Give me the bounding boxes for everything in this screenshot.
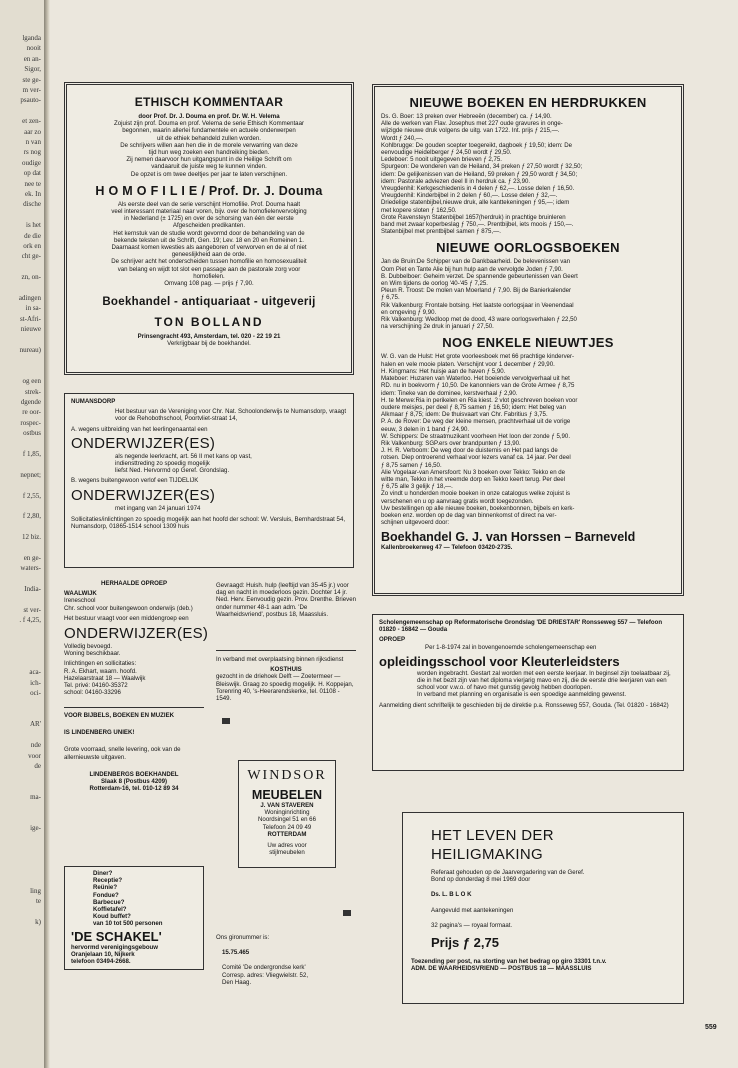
book-line: ƒ 8,75 samen ƒ 16,50. <box>381 461 442 469</box>
ad-title: NIEUWE BOEKEN EN HERDRUKKEN <box>409 95 647 110</box>
shop-line: Boekhandel - antiquariaat - uitgeverij <box>102 296 316 309</box>
line: in Nederland (± 1725) en over de schorsing van één der eerste <box>124 215 294 223</box>
option-a: A. wegens uitbreiding van het leerlingenaantal een <box>71 425 208 433</box>
gutter-text-fragment: f 2,55, <box>22 491 41 500</box>
line: school: 04160-33296 <box>64 689 121 697</box>
gutter-text-fragment: Sigor, <box>24 65 41 74</box>
line: Koffietafel? <box>93 906 127 914</box>
gutter-text-fragment: m ver- <box>22 86 41 94</box>
gutter-text-fragment: waters- <box>20 564 41 573</box>
detail-line: liefst Ned. Hervormd op Geref. Grondslag. <box>115 467 230 475</box>
gutter-text-fragment: psauto- <box>20 96 41 105</box>
line: uit de ethiek behandeld zullen worden. <box>156 134 261 142</box>
ad-title: ETHISCH KOMMENTAAR <box>134 95 284 109</box>
book-line: Spurgeon: De wonderen van de Heiland, 34 preken ƒ 27,50 wordt ƒ 32,50; <box>381 163 583 171</box>
title-line: HEILIGMAKING <box>431 846 543 863</box>
windsor-logo: WINDSOR <box>247 768 327 783</box>
new-books-list <box>381 113 675 235</box>
book-line: Pleun R. Troost: De molen van Moerland ƒ 7,90. Bij de Banierkalender <box>381 287 572 295</box>
gutter-text-fragment: en ge- <box>23 554 41 562</box>
giro-number: 15.75.465 <box>222 949 250 957</box>
line: De opzet is om twee deeltjes per jaar te laten verschijnen. <box>130 170 288 178</box>
intro: Het bestuur van de Vereniging voor Chr. Nat. Schoolonderwijs te Numansdorp, vraagt voor de Rehobothschool, Poortvliet-straat 14, <box>115 408 347 423</box>
line: Telefoon 24 09 49 <box>262 823 312 831</box>
gutter-text-fragment: dische <box>23 200 41 209</box>
shop-address: Slaak 8 (Postbus 4209) <box>100 778 168 786</box>
book-line: Wordt ƒ 240,—. <box>381 134 424 142</box>
book-line: W. G. van de Hulst: Het grote voorleesboek met 66 prachtige kinderver- <box>381 353 575 361</box>
heiligmaking-ad <box>402 812 684 1004</box>
line: Koud buffet? <box>93 913 131 921</box>
availability: Verkrijgbaar bij de boekhandel. <box>167 340 251 348</box>
line: Tel. privé: 04160-35372 <box>64 682 128 690</box>
book-line: Grote Ravensteyn Statenbijbel 1657(herdruk) in prachtige bruinleren <box>381 213 566 221</box>
gutter-text-fragment: re oor- <box>22 408 41 417</box>
vacancy-heading: ONDERWIJZER(ES) <box>64 625 209 643</box>
page-count: 32 pagina's — royaal formaat. <box>431 921 513 929</box>
line: Receptie? <box>93 877 123 885</box>
giro-label: Ons gironummer is: <box>216 934 270 941</box>
footer-line: Toezending per post, na storting van het bedrag op giro 33301 t.n.v. <box>411 958 607 966</box>
line: Het kernstuk van de studie wordt gevormd door de behandeling van de <box>113 229 305 237</box>
book-line: en Wim tijdens de oorlog '40-'45 ƒ 7,25. <box>381 280 488 288</box>
venue-name: 'DE SCHAKEL' <box>71 928 162 944</box>
body: worden ingebracht. Gestart zal worden met een eerste leerjaar. In beginsel zijn toelaatbaar zij, die in het bezit zijn van het diploma vierjarig mavo en zij, die de eerste drie leerjaren van een school voor v.w.o. of havo met gunstig gevolg hebben doorlopen. <box>417 669 671 692</box>
book-line: en omgeving ƒ 9,90. <box>381 308 437 316</box>
gutter-text-fragment: ste ge- <box>22 75 41 84</box>
page-number: 559 <box>705 1024 717 1031</box>
line: De schrijvers willen aan hen die in de morele verwarring van deze <box>120 141 298 149</box>
van-horssen-books-ad <box>372 84 684 596</box>
gutter-text-fragment: ling <box>30 886 41 895</box>
request: Het bestuur vraagt voor een middengroep een <box>64 614 189 622</box>
gutter-text-fragment: ork en <box>23 242 41 250</box>
gutter-text-fragment: de die <box>24 231 41 240</box>
book-line: schijnen uitgevoerd door: <box>381 519 450 527</box>
line: Hazelaarstraat 18 — Waalwijk <box>64 674 146 682</box>
line: Oranjelaan 10, Nijkerk <box>71 950 135 958</box>
ondergrondse-kerk-ad <box>216 934 356 986</box>
ad-title: MEUBELEN <box>251 788 323 802</box>
line: homofielen. <box>193 272 225 280</box>
line: Comité 'De ondergrondse kerk' <box>222 964 306 972</box>
book-line: J. H. R. Verboom: De weg door de duisternis en Het pad langs de <box>381 447 558 455</box>
body: Gevraagd: Huish. hulp (leeftijd van 35-45 jr.) voor dag en nacht in moederloos gezin. Dochter 14 jr. Ned. Herv. Eenvoudig gezin. Prov. Drenthe. Brieven onder nummer 48-1 aan adm. 'De Waarheidsvriend', postbus 18, Maassluis. <box>216 582 357 618</box>
book-line: verschenen en u op aanvraag gratis wordt toegezonden. <box>381 497 534 505</box>
line: tijd hun weg zoeken een handreiking bieden. <box>148 149 270 157</box>
gutter-text-fragment: is het <box>26 221 41 230</box>
ornament <box>222 718 230 724</box>
gutter-text-fragment: rospec- <box>20 418 41 427</box>
gutter-text-fragment: op dat <box>23 169 41 178</box>
gutter-text-fragment: f 1,85, <box>22 450 41 458</box>
book-line: ƒ 6,75. <box>381 294 400 302</box>
gutter-text-fragment: zn, on- <box>21 273 41 282</box>
book-line: W. Schippers: De straatmuzikant voorheen Het loon der zonde ƒ 5,90. <box>381 432 571 440</box>
gutter-text-fragment: cht ge- <box>21 252 41 261</box>
line: Zojuist zijn prof. Douma en prof. Velema de serie Ethisch Kommentaar <box>113 120 304 128</box>
book-line: Zo vindt u honderden mooie boeken in onze catalogus welke zojuist is <box>381 490 571 498</box>
book-line: Jan de Bruin:De Schipper van de Dankbaarheid. De belevenissen van <box>381 258 571 266</box>
body: gezocht in de driehoek Delft — Zoetermeer — Bleiswijk. Graag zo spoedig mogelijk. H. Koppejan, Torenring 40, 's-Heerarendskerke, tel. 01108 - 1549. <box>216 673 354 703</box>
book-line: ƒ 6,75 alle 3 gelijk ƒ 18,—. <box>381 483 453 491</box>
intro: Per 1-8-1974 zal in bovengenoemde scholengemeenschap een <box>425 643 597 651</box>
gutter-text-fragment: AR' <box>30 720 41 729</box>
gutter-text-fragment: nee te <box>24 179 41 188</box>
line: R. A. Ekhart, waarn. hoofd. <box>64 667 137 675</box>
shop-address: Prinsengracht 493, Amsterdam, tel. 020 - 22 19 21 <box>137 333 281 341</box>
place-name: NUMANSDORP <box>71 398 116 405</box>
gutter-text-fragment: lganda <box>22 34 41 42</box>
book-line: Statenbijbel met prentbijbel samen ƒ 875,—. <box>381 228 501 236</box>
book-line: Rik Valkenburg: Wedloop met de dood, 43 ware oorlogsverhalen ƒ 22,50 <box>381 316 577 324</box>
vacancy-heading: ONDERWIJZER(ES) <box>71 434 216 452</box>
line: Fondue? <box>93 891 119 899</box>
gutter-text-fragment: n van <box>25 138 41 146</box>
ornament <box>343 910 351 916</box>
shop-address: Kallenbroekerweg 47 — Telefoon 03420-2735. <box>381 544 513 552</box>
book-line: eenvoudige Heidelberger ƒ 24,50 wordt ƒ 29,50. <box>381 149 512 157</box>
numansdorp-vacancy <box>64 393 354 568</box>
book-line: oudere meisjes, per deel ƒ 8,75 samen ƒ 16,50; idem: Het beleg van <box>381 403 566 411</box>
gutter-text-fragment: et zen- <box>22 117 41 126</box>
intro-text <box>71 120 347 178</box>
gutter-text-fragment: nepnet; <box>20 470 41 479</box>
oproep-label: OPROEP <box>379 636 406 644</box>
shop-name: LINDENBERGS BOEKHANDEL <box>89 770 179 778</box>
owner: J. VAN STAVEREN <box>260 802 314 809</box>
detail-line: als negende leerkracht, art. 56 II met kans op vast, <box>115 452 252 460</box>
book-line: Vreugdenhil: Kerkgeschiedenis in 4 delen ƒ 62,—. Losse delen ƒ 16,50. <box>381 185 575 193</box>
line: Inlichtingen en sollicitaties: <box>64 660 137 668</box>
line: Uw adres voor <box>267 842 307 850</box>
lindenberg-ad <box>64 712 204 792</box>
school-header: Scholengemeenschap op Reformatorische Grondslag 'DE DRIESTAR' Ronsseweg 557 — Telefoon 01820 - 16842 — Gouda <box>379 619 663 634</box>
gutter-text-fragment: nieuwe <box>20 325 41 334</box>
section-heading: NOG ENKELE NIEUWTJES <box>442 335 614 351</box>
authors: door Prof. Dr. J. Douma en prof. Dr. W. H. Velema <box>138 113 280 120</box>
gutter-text-fragment: f 2,80, <box>22 512 41 521</box>
contact-info <box>64 660 204 696</box>
book-line: P. A. de Rover: De weg der kleine mensen, prachtverhaal uit de vorige <box>381 418 571 426</box>
place-name: WAALWIJK <box>64 590 97 598</box>
book-line: Rik Valkenburg: Frontale botsing. Het laatste oorlogsjaar in Veenendaal <box>381 301 574 309</box>
body: Grote voorraad, snelle levering, ook van de allernieuwste uitgaven. <box>64 746 181 761</box>
line: Omvang 108 pag. — prijs ƒ 7,90. <box>164 280 254 288</box>
book-line: eeuw, 3 delen in 1 band ƒ 24,90. <box>381 425 470 433</box>
divider <box>216 650 356 651</box>
ad-title: VOOR BIJBELS, BOEKEN EN MUZIEK <box>64 712 175 719</box>
book-line: Ds. G. Boer: 13 preken over Hebreeën (december) ca. ƒ 14,90. <box>381 113 552 120</box>
gutter-text-fragment: strek- <box>25 387 41 396</box>
gutter-text-fragment: ma- <box>30 793 41 802</box>
line: Daarnaast komen kwesties als aangeboren of verworven en de al of niet <box>111 244 307 252</box>
book-line: witte man, Tekko in het vreemde dorp en Tekko keert terug. Per deel <box>381 475 566 483</box>
book-line: Ledeboer: 5 nooit uitgegeven brieven ƒ 2,75. <box>381 156 502 164</box>
book-line: Rik Valkenburg: SGP.ers over brandpunten ƒ 13,90. <box>381 439 521 447</box>
gutter-text-fragment: voor <box>28 751 41 760</box>
line: begonnen, waarin allerlei fundamentele en actuele onderwerpen <box>122 127 296 135</box>
ad-title: KOSTHUIS <box>270 666 302 674</box>
de-schakel-ad <box>64 866 204 970</box>
gutter-text-fragment: te <box>35 897 41 906</box>
book-line: na verschijning 2e druk in januari ƒ 27,50. <box>381 323 494 331</box>
gutter-text-fragment: 12 biz. <box>21 533 41 542</box>
body: In verband met planning en organisatie is een spoedige aanmelding gewenst. <box>417 691 627 699</box>
line: Als eerste deel van de serie verschijnt Homofilie. Prof. Douma haalt <box>117 200 301 208</box>
tagline: IS LINDENBERG UNIEK! <box>64 729 135 737</box>
gutter-text-fragment: de <box>34 762 41 770</box>
line: Diner? <box>93 870 113 877</box>
line: Woninginrichting <box>264 809 310 817</box>
windsor-meubelen-ad <box>238 760 336 868</box>
line: Zij nemen daarvoor hun uitgangspunt in de Heilige Schrift om <box>126 156 292 164</box>
divider <box>64 707 204 708</box>
line: Bond op donderdag 8 mei 1969 door <box>431 876 531 884</box>
line: telefoon 03494-2668. <box>71 958 131 966</box>
footer-line: ADM. DE WAARHEIDSVRIEND — POSTBUS 18 — MAASSLUIS <box>411 965 592 973</box>
book-line: Alle de werken van Flav. Josephus met 227 oude gravures in onge- <box>381 120 563 128</box>
gutter-text-fragment: in sa- <box>25 304 41 313</box>
line: Noordsingel 51 en 66 <box>258 816 316 824</box>
herhaalde-oproep-ad <box>64 580 209 697</box>
book-line: halen en vele mooie platen. Verschijnt voor 1 december ƒ 29,90. <box>381 360 555 368</box>
note: Aangevuld met aantekeningen <box>431 906 514 914</box>
book-description <box>71 201 347 287</box>
gutter-text-fragment: nooit <box>26 44 41 53</box>
book-line: idem: Pastorale adviezen deel II in herdruk ca. ƒ 23,90. <box>381 177 531 185</box>
line: Referaat gehouden op de Jaarvergadering van de Geref. <box>431 869 585 876</box>
gutter-text-fragment: ich- <box>30 678 41 687</box>
line: ROTTERDAM <box>267 830 307 838</box>
vacancy-heading: ONDERWIJZER(ES) <box>71 486 216 504</box>
gutter-text-fragment: oudige <box>21 158 41 167</box>
question-list <box>93 870 197 920</box>
footer: Aanmelding dient schriftelijk te geschieden bij de direktie p.a. Ronsseweg 557, Gouda. (Tel. 01820 - 16842) <box>379 701 669 709</box>
author: Ds. L. B L O K <box>431 891 472 899</box>
book-line: Alie Vogelaar-van Amersfoort: Nu 3 boeken over Tekko: Tekko en de <box>381 468 566 476</box>
price: Prijs ƒ 2,75 <box>431 935 499 951</box>
gutter-text-fragment: en an- <box>23 54 41 63</box>
line: Corresp. adres: Vliegwielstr. 52, <box>222 971 309 979</box>
line: Reünie? <box>93 884 118 892</box>
news-list <box>381 353 675 526</box>
book-line: H. Kingmans: Het huisje aan de haven ƒ 5,90. <box>381 367 506 375</box>
option-b: B. wegens buitengewoon verlof een TIJDELIJK <box>71 477 199 485</box>
gutter-text-fragment: ek. In <box>25 190 41 198</box>
gutter-text-fragment: nde <box>30 741 41 750</box>
book-line: Driedelige statenbijbel,nieuwe druk, alle kanttekeningen ƒ 95,—; idem <box>381 199 570 207</box>
requirement: Woning beschikbaar. <box>64 650 121 658</box>
contact: Sollicitaties/inlichtingen zo spoedig mogelijk aan het hoofd der school: W. Versluis, Bernhardstraat 54, Numansdorp, 01865-1514 school 1309 huis <box>71 515 346 531</box>
line: Den Haag. <box>222 978 252 986</box>
book-line: Alkmaar ƒ 8,75; idem: De thuisvaart van Chr. Fabritius ƒ 3,75. <box>381 411 548 419</box>
line: stijlmeubelen <box>269 849 305 857</box>
gutter-text-fragment: aar zo <box>24 127 41 136</box>
line: bekende teksten uit de Schrift, Gen. 19; Lev. 18 en 20 en Romeinen 1. <box>114 236 304 244</box>
book-line: band met zwaar koperbeslag ƒ 750,—. Prentbijbel, iets moois ƒ 150,—. <box>381 221 574 229</box>
book-line: boeken enz. worden op de dag van binnenkomst of direct na ver- <box>381 511 557 519</box>
line: van belang en wijdt tot slot een passage aan de pastorale zorg voor <box>117 265 301 273</box>
book-line: H. te Merwe:Ria in perikelen en Ria kiest. 2 vlot geschreven boeken voor <box>381 396 578 404</box>
line: vandaaruit de juiste weg te kunnen vinden. <box>151 163 267 171</box>
detail-line: indiensttreding zo spoedig mogelijk <box>115 460 210 468</box>
book-line: Oom Piet en Tante Alie bij hun hulp aan de vervolgde Joden ƒ 7,90. <box>381 265 563 273</box>
gutter-text-fragment: ige- <box>30 824 41 833</box>
gutter-text-fragment: aca- <box>29 668 41 677</box>
start-date: met ingang van 24 januari 1974 <box>115 504 201 512</box>
driestar-ad <box>372 614 684 771</box>
line: hervormd verenigingsgebouw <box>71 943 159 951</box>
book-line: Vreugdenhil: Kinderbijbel in 2 delen ƒ 60,—. Losse delen ƒ 32,—. <box>381 192 558 200</box>
school-name: Ireneschool <box>64 597 96 605</box>
huishoudelijke-hulp-ad <box>216 582 356 618</box>
line: De schrijver acht het onderscheiden tussen homofilie en homosexualiteit <box>111 258 307 266</box>
gutter-text-fragment: . f 4,25, <box>19 616 41 625</box>
title-line: HET LEVEN DER <box>431 827 554 844</box>
book-line: met kopere sloten ƒ 162,50. <box>381 206 457 214</box>
gutter-text-fragment: st ver- <box>23 606 41 614</box>
course-heading: opleidingsschool voor Kleuterleidsters <box>379 653 620 669</box>
gutter-text-fragment: oci- <box>30 689 41 698</box>
gutter-text-fragment: og een <box>22 377 41 386</box>
line: geneeslijkheid aan de orde. <box>171 251 247 259</box>
war-books-list <box>381 258 675 330</box>
gutter-text-fragment: dgende <box>20 398 41 406</box>
shop-name: Boekhandel G. J. van Horssen – Barneveld <box>381 530 636 545</box>
gutter-text-fragment: rs nog <box>23 148 41 157</box>
capacity: van 10 tot 500 personen <box>93 920 163 928</box>
intro: In verband met overplaatsing binnen rijksdienst <box>216 656 344 663</box>
book-line: idem: De gelijkenissen van de Heiland, 59 preken ƒ 29,50 wordt ƒ 34,50; <box>381 170 578 178</box>
gutter-text-fragment: India- <box>24 585 41 594</box>
ad-title: HERHAALDE OPROEP <box>100 580 168 587</box>
school-type: Chr. school voor buitengewoon onderwijs (deb.) <box>64 604 193 612</box>
book-line: RD. nu in boekvorm ƒ 10,50. De kanonniers van de Grote Armee ƒ 8,75 <box>381 382 575 390</box>
book-line: idem: Tineke van de dominee, kerstverhaal ƒ 2,90. <box>381 389 518 397</box>
line: Afgescheiden predikanten. <box>172 222 246 230</box>
gutter-text-fragment: nureau) <box>19 346 41 354</box>
gutter-text-fragment: k) <box>35 918 41 926</box>
book-line: B. Dubbelboer: Geheim verzet. De spannende gebeurtenissen van Geert <box>381 272 578 280</box>
book-line: Kohlbrugge: De gouden scepter toegereikt, dagboek ƒ 19,50; idem: De <box>381 141 573 149</box>
shop-name: TON BOLLAND <box>154 315 264 330</box>
gutter-text-fragment: st-Afri- <box>20 314 41 323</box>
previous-page-gutter <box>0 0 44 1068</box>
gutter-text-fragment: adingen <box>18 294 41 302</box>
section-heading: NIEUWE OORLOGSBOEKEN <box>436 240 620 256</box>
gutter-text-fragment: ostbus <box>23 429 41 438</box>
book-title: H O M O F I L I E / Prof. Dr. J. Douma <box>95 183 323 198</box>
book-line: wijzigde nieuwe druk volgens de uitg. van 1722. Int. prijs ƒ 215,—. <box>381 127 560 135</box>
shop-city: Rotterdam-16, tel. 010-12 89 34 <box>89 785 179 793</box>
line: veel interessant materiaal naar voren, bijv. over de homofielenvervolging <box>111 208 307 216</box>
kosthuis-ad <box>216 656 356 702</box>
book-line: rotsen. Diep ontroerend verhaal voor lezers vanaf ca. 14 jaar. Per deel <box>381 454 571 462</box>
book-spine <box>44 0 50 1068</box>
requirement: Volledig bevoegd. <box>64 643 113 651</box>
line: Barbecue? <box>93 898 125 906</box>
book-line: Mateboer: Huzaren van Waterloo. Het boeiende vervolgverhaal uit het <box>381 375 570 383</box>
ethisch-kommentaar-ad <box>64 82 354 375</box>
book-line: Uw bestellingen op alle nieuwe boeken, boekenbonnen, bijbels en kerk- <box>381 504 575 512</box>
